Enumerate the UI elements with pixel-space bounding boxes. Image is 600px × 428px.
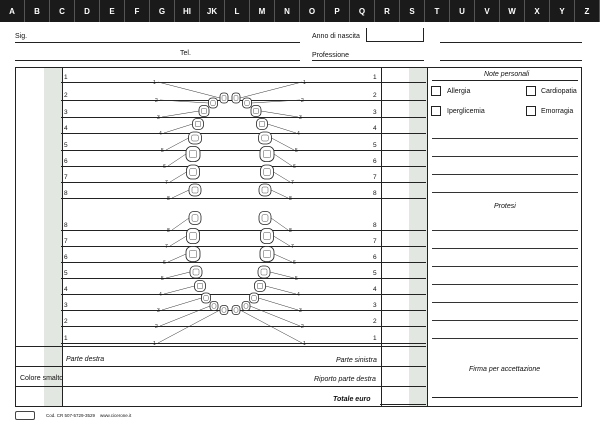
- alpha-tab-d[interactable]: D: [75, 0, 100, 22]
- emorragia-label: Emorragia: [541, 108, 574, 115]
- row-number-left: 3: [64, 302, 68, 309]
- row-number-right: 8: [373, 222, 377, 229]
- tooth-number: 3: [157, 308, 160, 314]
- row-number-left: 8: [64, 190, 68, 197]
- tooth-leader-line: [272, 138, 295, 150]
- row-number-right: 1: [373, 74, 377, 81]
- tooth-lower-right-3[interactable]: [202, 293, 211, 303]
- alpha-tab-s[interactable]: S: [400, 0, 425, 22]
- tooth-leader-line: [158, 310, 220, 343]
- notes-writing-line[interactable]: [432, 266, 578, 267]
- row-number-left: 7: [64, 238, 68, 245]
- tooth-number: 5: [161, 276, 164, 282]
- sig-field-line[interactable]: [15, 42, 300, 43]
- tooth-upper-right-7[interactable]: [187, 165, 200, 179]
- tooth-number: 8: [167, 228, 170, 234]
- row-number-left: 6: [64, 158, 68, 165]
- alpha-tab-a[interactable]: A: [0, 0, 25, 22]
- notes-writing-line[interactable]: [432, 248, 578, 249]
- alpha-tab-c[interactable]: C: [50, 0, 75, 22]
- row-number-left: 4: [64, 125, 68, 132]
- tooth-leader-line: [166, 138, 189, 150]
- tooth-leader-line: [271, 190, 288, 198]
- tooth-number: 2: [301, 324, 304, 330]
- row-number-right: 1: [373, 335, 377, 342]
- tooth-number: 8: [289, 228, 292, 234]
- cardiopatia-label: Cardiopatia: [541, 88, 577, 95]
- tooth-number: 5: [295, 276, 298, 282]
- tooth-leader-line: [162, 111, 199, 117]
- tooth-leader-line: [271, 218, 288, 230]
- row-number-right: 2: [373, 318, 377, 325]
- alpha-tab-g[interactable]: G: [150, 0, 175, 22]
- tooth-leader-line: [170, 172, 187, 182]
- tooth-leader-line: [240, 310, 302, 343]
- alpha-tab-y[interactable]: Y: [550, 0, 575, 22]
- colore-smalto-label: Colore smalto: [20, 375, 64, 382]
- tooth-number: 8: [167, 196, 170, 202]
- notes-writing-line[interactable]: [432, 302, 578, 303]
- tooth-lower-right-8[interactable]: [189, 212, 201, 225]
- tooth-lower-left-6[interactable]: [260, 247, 274, 262]
- tooth-upper-left-1[interactable]: [232, 93, 240, 103]
- right-col-divider-a: [381, 68, 382, 406]
- tooth-upper-left-6[interactable]: [260, 147, 274, 162]
- tooth-number: 6: [163, 260, 166, 266]
- tooth-number: 7: [165, 244, 168, 250]
- firma-line[interactable]: [432, 397, 578, 398]
- alpha-tab-u[interactable]: U: [450, 0, 475, 22]
- tooth-leader-line: [172, 190, 189, 198]
- row-number-right: 3: [373, 109, 377, 116]
- tooth-leader-line: [168, 254, 186, 262]
- tooth-number: 4: [297, 131, 300, 137]
- tooth-upper-left-4[interactable]: [257, 119, 268, 130]
- row-number-right: 6: [373, 158, 377, 165]
- alpha-tab-l[interactable]: L: [225, 0, 250, 22]
- alpha-tab-n[interactable]: N: [275, 0, 300, 22]
- cardiopatia-checkbox[interactable]: [526, 86, 536, 96]
- tooth-leader-line: [266, 286, 297, 294]
- website: www.cicerone.it: [100, 413, 132, 418]
- alpha-tab-b[interactable]: B: [25, 0, 50, 22]
- tooth-number: 6: [293, 260, 296, 266]
- tooth-upper-right-4[interactable]: [193, 119, 204, 130]
- tooth-number: 4: [297, 292, 300, 298]
- tel-field-line[interactable]: [15, 60, 300, 61]
- tooth-number: 5: [295, 148, 298, 154]
- tooth-leader-line: [274, 172, 291, 182]
- tooth-leader-line: [164, 286, 195, 294]
- tooth-upper-right-1[interactable]: [220, 93, 228, 103]
- row-number-left: 1: [64, 335, 68, 342]
- row-number-right: 3: [373, 302, 377, 309]
- row-number-left: 5: [64, 142, 68, 149]
- tooth-number: 1: [153, 341, 156, 347]
- notes-writing-line[interactable]: [432, 338, 578, 339]
- riporto-line: [15, 386, 426, 387]
- alpha-tab-z[interactable]: Z: [575, 0, 600, 22]
- tel-label: Tel.: [180, 50, 191, 57]
- tooth-number: 7: [291, 244, 294, 250]
- tooth-lower-left-3[interactable]: [250, 293, 259, 303]
- tooth-leader-line: [261, 111, 298, 117]
- tooth-number: 2: [155, 98, 158, 104]
- tooth-leader-line: [274, 254, 292, 262]
- tooth-leader-line: [166, 272, 190, 278]
- tooth-number: 2: [155, 324, 158, 330]
- alphabet-index-strip: [0, 0, 600, 22]
- row-number-left: 3: [64, 109, 68, 116]
- alpha-tab-q[interactable]: Q: [350, 0, 375, 22]
- tooth-number: 1: [303, 341, 306, 347]
- notes-writing-line[interactable]: [432, 284, 578, 285]
- alpha-tab-v[interactable]: V: [475, 0, 500, 22]
- parte-sinistra-label: Parte sinistra: [336, 357, 377, 364]
- alpha-tab-p[interactable]: P: [325, 0, 350, 22]
- notes-writing-line[interactable]: [432, 138, 578, 139]
- professione-label: Professione: [312, 52, 349, 59]
- tooth-lower-right-5[interactable]: [190, 266, 202, 278]
- row-number-left: 6: [64, 254, 68, 261]
- row-number-left: 2: [64, 318, 68, 325]
- tooth-leader-line: [240, 82, 302, 98]
- dental-arch-diagram: [150, 76, 310, 348]
- product-code: Cod. CR 507-5729-3529: [46, 413, 96, 418]
- tooth-leader-line: [274, 236, 291, 246]
- anno-nascita-label: Anno di nascita: [312, 33, 360, 40]
- row-number-right: 2: [373, 92, 377, 99]
- tooth-number: 4: [159, 131, 162, 137]
- tooth-upper-right-2[interactable]: [209, 98, 218, 108]
- notes-writing-line[interactable]: [432, 230, 578, 231]
- notes-writing-line[interactable]: [432, 156, 578, 157]
- left-col-divider: [62, 68, 63, 406]
- cicerone-logo: [15, 411, 35, 420]
- tooth-leader-line: [259, 298, 299, 310]
- tooth-upper-right-8[interactable]: [189, 184, 201, 196]
- tooth-leader-line: [268, 124, 297, 133]
- tooth-lower-left-7[interactable]: [261, 229, 274, 244]
- row-number-left: 2: [64, 92, 68, 99]
- row-number-right: 8: [373, 190, 377, 197]
- emorragia-checkbox[interactable]: [526, 106, 536, 116]
- tooth-number: 2: [301, 98, 304, 104]
- extra-field-line-2[interactable]: [440, 60, 582, 61]
- anno-nascita-field[interactable]: [366, 28, 424, 42]
- tooth-leader-line: [164, 124, 193, 133]
- tooth-upper-left-8[interactable]: [259, 184, 271, 196]
- tooth-upper-left-2[interactable]: [243, 98, 252, 108]
- parte-destra-label: Parte destra: [66, 356, 105, 363]
- tooth-leader-line: [270, 272, 294, 278]
- row-number-left: 5: [64, 270, 68, 277]
- row-number-left: 4: [64, 286, 68, 293]
- tooth-number: 7: [165, 180, 168, 186]
- row-number-left: 1: [64, 74, 68, 81]
- tooth-lower-right-7[interactable]: [187, 229, 200, 244]
- alpha-tab-hi[interactable]: HI: [175, 0, 200, 22]
- row-number-right: 5: [373, 270, 377, 277]
- row-number-left: 8: [64, 222, 68, 229]
- totale-label: Totale euro: [333, 396, 371, 403]
- tooth-lower-left-4[interactable]: [255, 281, 266, 292]
- allergia-label: Allergia: [447, 88, 471, 95]
- iperglicemia-label: Iperglicemia: [447, 108, 485, 115]
- tooth-leader-line: [160, 100, 209, 103]
- row-number-right: 7: [373, 238, 377, 245]
- allergia-checkbox[interactable]: [431, 86, 441, 96]
- alpha-tab-r[interactable]: R: [375, 0, 400, 22]
- tooth-leader-line: [158, 82, 220, 98]
- row-number-right: 4: [373, 286, 377, 293]
- tooth-number: 6: [293, 164, 296, 170]
- right-shade-column: [409, 68, 427, 406]
- alpha-tab-w[interactable]: W: [500, 0, 525, 22]
- notes-writing-line[interactable]: [432, 320, 578, 321]
- tooth-leader-line: [162, 298, 202, 310]
- tooth-number: 8: [289, 196, 292, 202]
- tooth-lower-right-2[interactable]: [210, 302, 218, 311]
- tooth-lower-right-4[interactable]: [195, 281, 206, 292]
- notes-writing-line[interactable]: [432, 192, 578, 193]
- alpha-tab-o[interactable]: O: [300, 0, 325, 22]
- right-col-divider-b: [427, 68, 428, 406]
- tooth-upper-right-6[interactable]: [186, 147, 200, 162]
- tooth-number: 6: [163, 164, 166, 170]
- alpha-tab-m[interactable]: M: [250, 0, 275, 22]
- alpha-tab-jk[interactable]: JK: [200, 0, 225, 22]
- tooth-leader-line: [168, 154, 186, 166]
- tooth-number: 7: [291, 180, 294, 186]
- totale-field-line[interactable]: [380, 404, 426, 405]
- notes-writing-line[interactable]: [432, 174, 578, 175]
- note-personali-title: Note personali: [484, 71, 530, 78]
- alpha-tab-t[interactable]: T: [425, 0, 450, 22]
- row-number-right: 7: [373, 174, 377, 181]
- tooth-lower-left-1[interactable]: [232, 306, 240, 315]
- row-number-left: 7: [64, 174, 68, 181]
- tooth-number: 3: [299, 308, 302, 314]
- tooth-lower-right-1[interactable]: [220, 306, 228, 315]
- tooth-leader-line: [274, 154, 292, 166]
- tooth-upper-left-7[interactable]: [261, 165, 274, 179]
- tooth-number: 1: [153, 80, 156, 86]
- tooth-upper-left-5[interactable]: [259, 132, 272, 144]
- alpha-tab-e[interactable]: E: [100, 0, 125, 22]
- alpha-tab-f[interactable]: F: [125, 0, 150, 22]
- row-number-right: 6: [373, 254, 377, 261]
- left-shade-column: [44, 68, 62, 406]
- tooth-leader-line: [252, 100, 301, 103]
- tooth-lower-left-5[interactable]: [258, 266, 270, 278]
- tooth-number: 3: [157, 115, 160, 121]
- tooth-leader-line: [160, 306, 210, 326]
- parte-line: [15, 366, 426, 367]
- tooth-upper-left-3[interactable]: [251, 106, 261, 117]
- extra-field-line-1[interactable]: [440, 42, 582, 43]
- row-number-right: 5: [373, 142, 377, 149]
- alpha-tab-x[interactable]: X: [525, 0, 550, 22]
- professione-field-line[interactable]: [312, 60, 424, 61]
- tooth-leader-line: [170, 236, 187, 246]
- riporto-label: Riporto parte destra: [314, 376, 376, 383]
- tooth-lower-left-8[interactable]: [259, 212, 271, 225]
- tooth-upper-right-3[interactable]: [199, 106, 209, 117]
- tooth-lower-right-6[interactable]: [186, 247, 200, 262]
- row-number-right: 4: [373, 125, 377, 132]
- tooth-upper-right-5[interactable]: [189, 132, 202, 144]
- tooth-lower-left-2[interactable]: [242, 302, 250, 311]
- sig-label: Sig.: [15, 33, 28, 40]
- note-title-underline: [432, 80, 578, 81]
- firma-title: Firma per accettazione: [469, 366, 541, 373]
- tooth-number: 5: [161, 148, 164, 154]
- tooth-number: 4: [159, 292, 162, 298]
- protesi-title: Protesi: [494, 203, 516, 210]
- tooth-leader-line: [250, 306, 300, 326]
- iperglicemia-checkbox[interactable]: [431, 106, 441, 116]
- tooth-leader-line: [172, 218, 189, 230]
- tooth-number: 3: [299, 115, 302, 121]
- tooth-number: 1: [303, 80, 306, 86]
